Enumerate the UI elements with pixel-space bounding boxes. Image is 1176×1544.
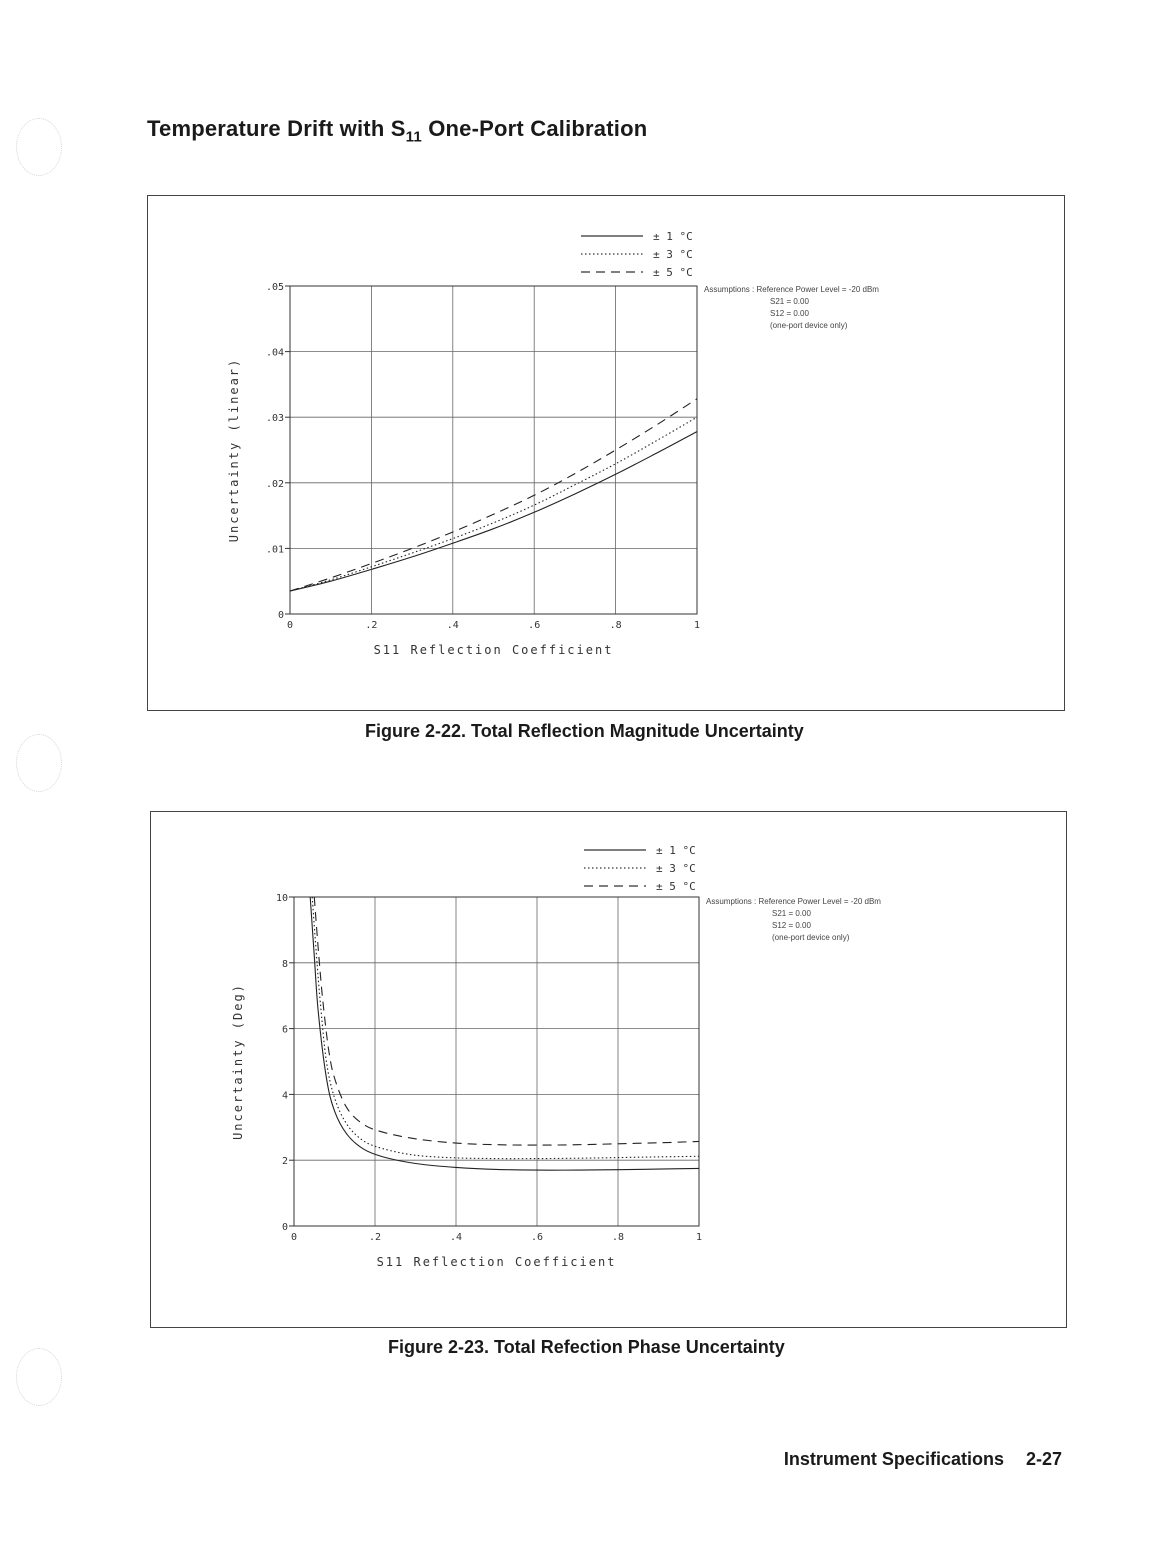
legend-label-1: ± 1 °C [656,844,696,857]
y-tick-label: 4 [281,1090,288,1102]
series-line-3 [290,399,697,591]
x-tick-label: .4 [449,1232,463,1243]
x-axis-label: S11 Reflection Coefficient [376,1255,617,1269]
assumptions-line-2: S21 = 0.00 [772,909,811,918]
y-tick-label: .04 [265,347,284,359]
x-tick-label: .6 [530,1232,544,1243]
figure-2-22-caption: Figure 2-22. Total Reflection Magnitude Uncertainty [365,721,804,741]
plot-area-border [290,286,697,614]
page-footer [784,1449,1062,1470]
y-tick-label: 6 [281,1024,288,1036]
binder-hole-bottom [16,1348,62,1406]
y-axis-label: Uncertainty (Deg) [231,983,245,1140]
series-line-1 [310,897,699,1170]
y-tick-label: 8 [281,958,288,970]
figure-2-23-caption: Figure 2-23. Total Refection Phase Uncertainty [388,1337,785,1357]
y-tick-label: .01 [265,544,284,556]
magnitude-uncertainty-chart [148,196,1064,710]
y-tick-label: .02 [265,478,284,490]
legend-label-3: ± 5 °C [653,266,693,279]
x-tick-label: .8 [609,620,622,631]
x-tick-label: .6 [528,620,541,631]
assumptions-line-1: Assumptions : Reference Power Level = -20 dBm [704,285,879,294]
page-title [147,116,647,145]
binder-hole-top [16,118,62,176]
x-tick-label: 1 [695,1232,703,1243]
assumptions-line-4: (one-port device only) [770,321,848,330]
figure-2-22-frame [147,195,1065,711]
footer-page-number: 2-27 [1025,1449,1062,1469]
page-title-subscript: 11 [405,128,422,146]
page-title-tail: One-Port Calibration [421,116,648,141]
page-title-main: Temperature Drift with S [147,116,406,141]
y-tick-label: 10 [275,893,288,904]
legend-label-2: ± 3 °C [653,248,693,261]
x-tick-label: .2 [365,620,378,631]
legend-label-2: ± 3 °C [656,862,696,875]
y-tick-label: 0 [281,1222,288,1233]
series-line-2 [290,417,697,591]
x-tick-label: 1 [693,620,701,631]
assumptions-line-3: S12 = 0.00 [770,309,809,318]
phase-uncertainty-chart [151,812,1066,1327]
y-tick-label: .05 [265,282,284,293]
series-line-2 [312,897,699,1159]
assumptions-line-4: (one-port device only) [772,933,850,942]
x-tick-label: 0 [290,1232,298,1243]
x-tick-label: .2 [368,1232,382,1243]
y-tick-label: 2 [281,1156,288,1168]
footer-section-title: Instrument Specifications [783,1449,1004,1469]
x-tick-label: .8 [611,1232,625,1243]
figure-2-23-frame [150,811,1067,1328]
x-tick-label: .4 [446,620,459,631]
y-tick-label: .03 [265,413,284,425]
series-line-1 [290,432,697,591]
y-axis-label: Uncertainty (linear) [227,357,241,543]
series-line-3 [314,897,699,1145]
y-tick-label: 0 [277,610,284,621]
plot-area-border [294,897,699,1226]
assumptions-line-2: S21 = 0.00 [770,297,809,306]
legend-label-3: ± 5 °C [656,880,696,893]
legend-label-1: ± 1 °C [653,230,693,243]
assumptions-line-3: S12 = 0.00 [772,921,811,930]
x-tick-label: 0 [286,620,294,631]
assumptions-line-1: Assumptions : Reference Power Level = -20 dBm [706,897,881,906]
binder-hole-middle [16,734,62,792]
x-axis-label: S11 Reflection Coefficient [373,643,614,657]
